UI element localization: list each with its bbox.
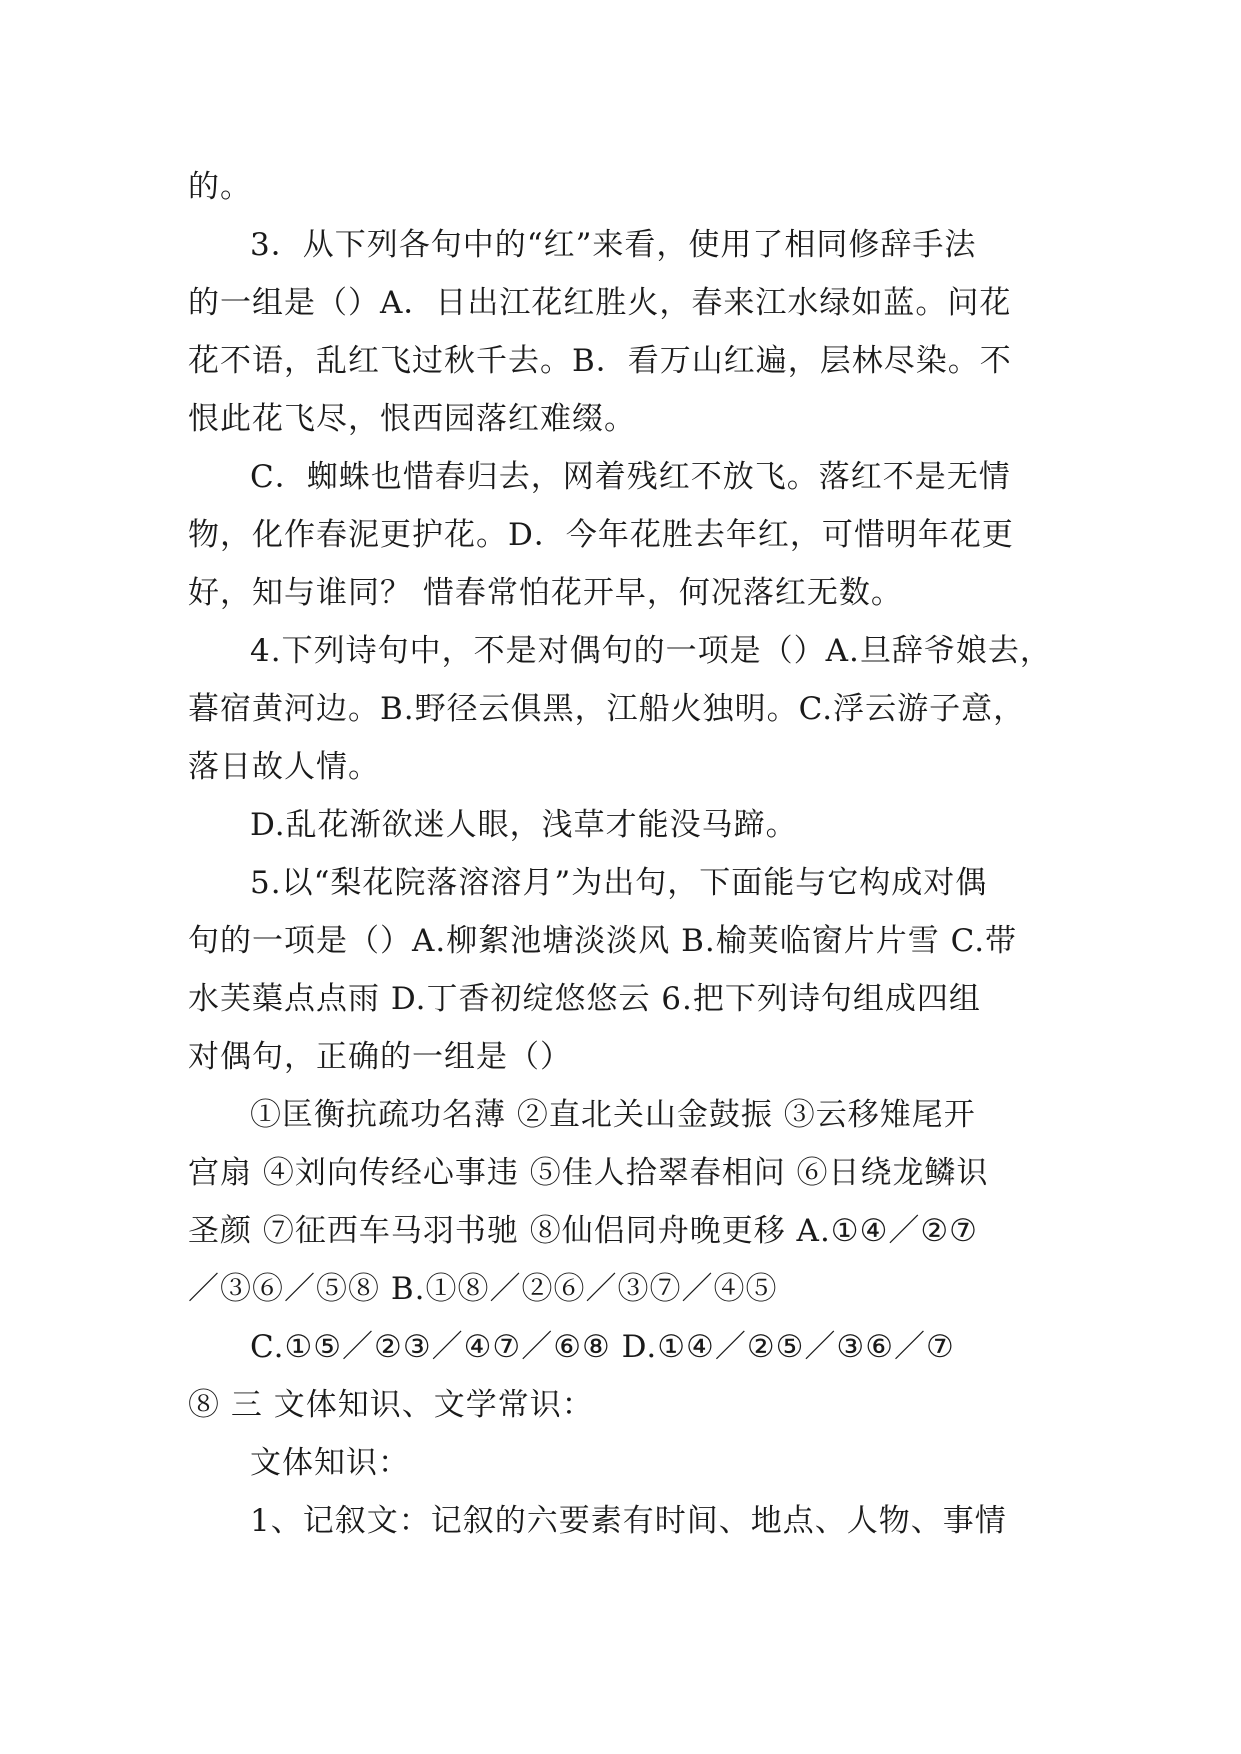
text-line: D.乱花渐欲迷人眼，浅草才能没马蹄。 [250, 807, 798, 843]
text-line: 落日故人情。 [188, 749, 380, 785]
text-line: 文体知识： [250, 1445, 410, 1481]
text-line: 对偶句，正确的一组是（） [188, 1039, 572, 1075]
text-line: C．蜘蛛也惜春归去，网着残红不放飞。落红不是无情 [250, 459, 1011, 495]
text-line: 5.以“梨花院落溶溶月”为出句，下面能与它构成对偶 [250, 865, 988, 901]
text-line: 恨此花飞尽，恨西园落红难缀。 [188, 401, 636, 437]
text-line: 3．从下列各句中的“红”来看，使用了相同修辞手法 [250, 227, 977, 263]
text-line: 圣颜 ⑦征西车马羽书驰 ⑧仙侣同舟晚更移 A.①④／②⑦ [188, 1213, 978, 1249]
text-line: 1、记叙文：记叙的六要素有时间、地点、人物、事情 [250, 1503, 1007, 1539]
text-line: 4.下列诗句中，不是对偶句的一项是（）A.旦辞爷娘去， [250, 633, 1052, 669]
text-line: ⑧ 三 文体知识、文学常识： [188, 1387, 594, 1423]
text-line: 花不语，乱红飞过秋千去。B．看万山红遍，层林尽染。不 [188, 343, 1012, 379]
text-line: ／③⑥／⑤⑧ B.①⑧／②⑥／③⑦／④⑤ [188, 1271, 778, 1307]
text-line: 的。 [188, 169, 252, 205]
text-line: 宫扇 ④刘向传经心事违 ⑤佳人拾翠春相问 ⑥日绕龙鳞识 [188, 1155, 989, 1191]
text-line: 好，知与谁同？ 惜春常怕花开早，何况落红无数。 [188, 575, 903, 611]
text-line: ①匡衡抗疏功名薄 ②直北关山金鼓振 ③云移雉尾开 [250, 1097, 976, 1133]
text-line: 句的一项是（）A.柳絮池塘淡淡风 B.榆荚临窗片片雪 C.带 [188, 923, 1018, 959]
text-line: 暮宿黄河边。B.野径云俱黑，江船火独明。C.浮云游子意， [188, 691, 1026, 727]
text-line: C.①⑤／②③／④⑦／⑥⑧ D.①④／②⑤／③⑥／⑦ [250, 1329, 955, 1365]
text-line: 的一组是（）A．日出江花红胜火，春来江水绿如蓝。问花 [188, 285, 1012, 321]
text-line: 物，化作春泥更护花。D．今年花胜去年红，可惜明年花更 [188, 517, 1014, 553]
text-line: 水芙蕖点点雨 D.丁香初绽悠悠云 6.把下列诗句组成四组 [188, 981, 981, 1017]
body-text [188, 158, 1058, 1550]
